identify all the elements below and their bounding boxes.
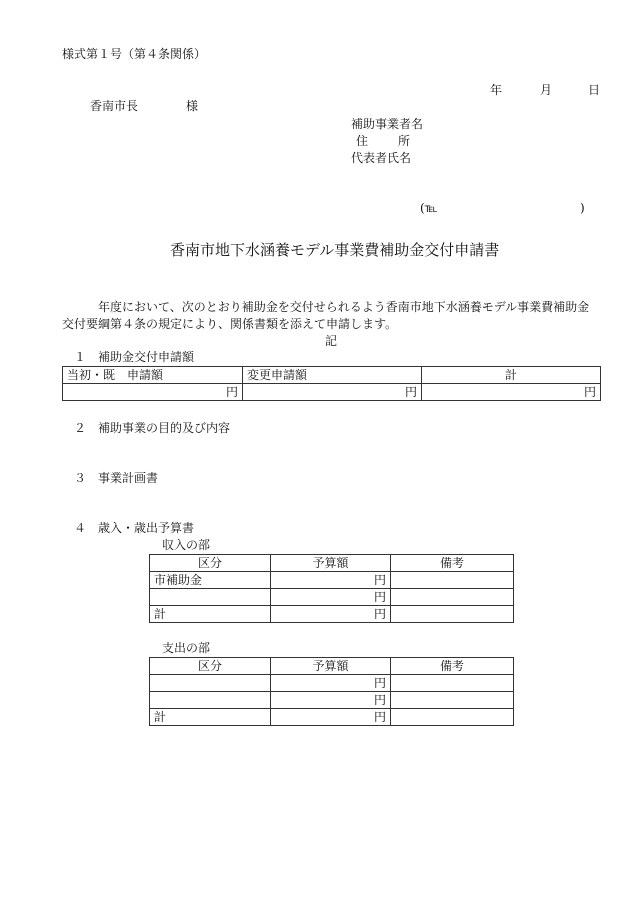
section4-heading: ４ 歳入・歳出予算書	[74, 521, 195, 535]
business-name-label: 補助事業者名	[351, 117, 424, 131]
address-label-2: 所	[398, 134, 411, 148]
section3-heading: ３ 事業計画書	[74, 471, 159, 485]
section2-heading: ２ 補助事業の目的及び内容	[74, 421, 231, 435]
table-header-row	[150, 658, 514, 675]
representative-label: 代表者氏名	[351, 151, 412, 165]
table-header-row	[150, 555, 514, 572]
change-amount-cell[interactable]: 円	[243, 384, 422, 401]
header-change-amount: 変更申請額	[243, 367, 422, 384]
budget-cell[interactable]: 円	[271, 589, 391, 606]
document-title: 香南市地下水涵養モデル事業費補助金交付申請書	[170, 241, 500, 259]
header-budget: 予算額	[271, 555, 391, 572]
budget-cell[interactable]: 円	[271, 709, 391, 726]
table-row	[63, 384, 601, 401]
remarks-cell[interactable]	[391, 572, 514, 589]
date-day-label: 日	[588, 83, 601, 97]
remarks-cell[interactable]	[391, 589, 514, 606]
expense-budget-table	[149, 657, 514, 726]
expense-subtitle: 支出の部	[162, 641, 211, 655]
remarks-cell[interactable]	[391, 709, 514, 726]
honorific: 様	[186, 99, 199, 113]
table-row	[150, 675, 514, 692]
income-subtitle: 収入の部	[162, 538, 211, 552]
header-remarks: 備考	[391, 658, 514, 675]
category-cell: 市補助金	[150, 572, 271, 589]
initial-amount-cell[interactable]: 円	[63, 384, 243, 401]
total-amount-cell[interactable]: 円	[422, 384, 601, 401]
table-row	[150, 709, 514, 726]
header-category: 区分	[150, 658, 271, 675]
remarks-cell[interactable]	[391, 675, 514, 692]
income-budget-table	[149, 554, 514, 623]
table-header-row	[63, 367, 601, 384]
ki-label: 記	[325, 334, 338, 348]
date-month-label: 月	[540, 83, 553, 97]
header-initial-amount: 当初・既 申請額	[63, 367, 243, 384]
category-cell	[150, 675, 271, 692]
table-row	[150, 692, 514, 709]
tel-close: )	[580, 201, 585, 215]
category-cell	[150, 589, 271, 606]
category-cell	[150, 692, 271, 709]
remarks-cell[interactable]	[391, 606, 514, 623]
budget-cell[interactable]: 円	[271, 675, 391, 692]
header-remarks: 備考	[391, 555, 514, 572]
addressee: 香南市長	[90, 99, 139, 113]
header-total: 計	[422, 367, 601, 384]
form-number: 様式第１号（第４条関係）	[62, 47, 207, 61]
date-year-label: 年	[490, 83, 503, 97]
body-line-2: 交付要綱第４条の規定により、関係書類を添えて申請します。	[62, 317, 398, 331]
header-category: 区分	[150, 555, 271, 572]
address-label-1: 住	[356, 134, 369, 148]
table-row	[150, 589, 514, 606]
table-row	[150, 572, 514, 589]
category-cell: 計	[150, 709, 271, 726]
application-amount-table	[62, 366, 601, 401]
remarks-cell[interactable]	[391, 692, 514, 709]
budget-cell[interactable]: 円	[271, 692, 391, 709]
body-line-1: 年度において、次のとおり補助金を交付せられるよう香南市地下水涵養モデル事業費補助金	[98, 300, 590, 314]
tel-open: (℡	[420, 201, 438, 215]
table-row	[150, 606, 514, 623]
category-cell: 計	[150, 606, 271, 623]
header-budget: 予算額	[271, 658, 391, 675]
section1-heading: １ 補助金交付申請額	[74, 350, 195, 364]
budget-cell[interactable]: 円	[271, 606, 391, 623]
budget-cell[interactable]: 円	[271, 572, 391, 589]
